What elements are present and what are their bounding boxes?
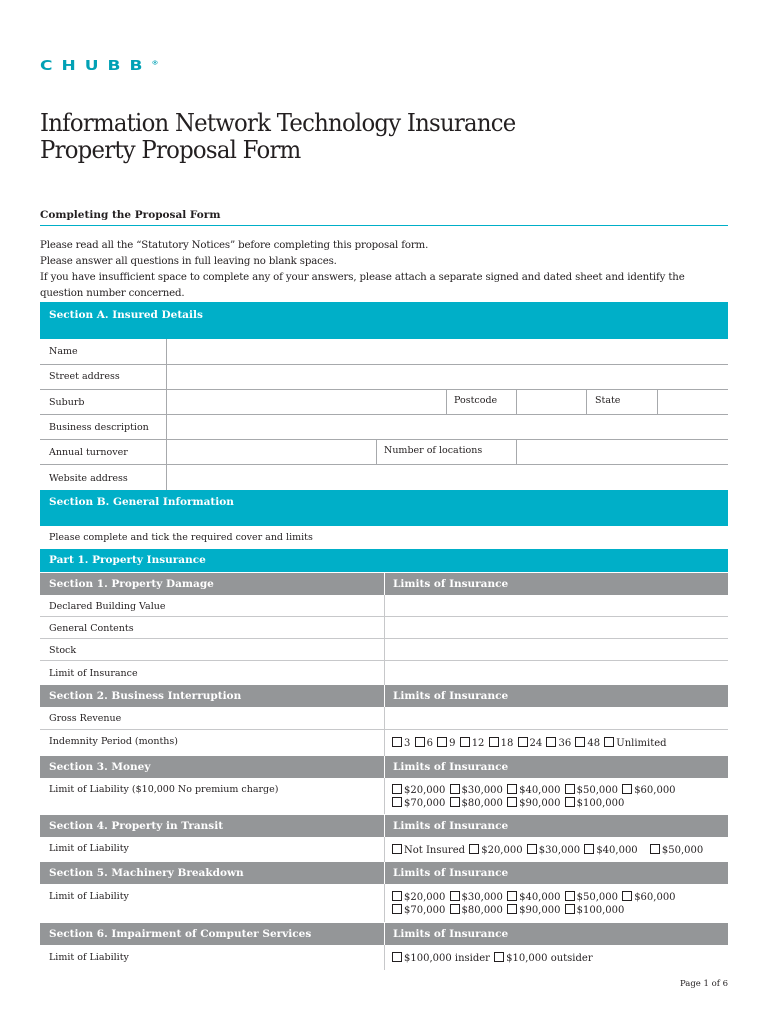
money-options: $20,000 $30,000 $40,000 $50,000 $60,000 $70,000 $80,000 $90,000 $100,000 [392,784,677,810]
chubb-logo: CHUBB® [40,58,159,74]
table-row: Limit of Liability Not Insured $20,000 $30,000 $40,000 $50,000 [40,837,728,862]
title-line-1: Information Network Technology Insurance [40,109,516,137]
intro-line: Please answer all questions in full leaving no blank spaces. [40,256,337,267]
machinery-options: $20,000 $30,000 $40,000 $50,000 $60,000 $70,000 $80,000 $90,000 $100,000 [392,891,677,917]
checkbox[interactable] [392,844,402,854]
intro-line: Please read all the “Statutory Notices” before completing this proposal form. [40,240,429,251]
table-row: Declared Building Value [40,595,728,617]
title-line-2: Property Proposal Form [40,136,301,164]
checkbox[interactable] [622,891,632,901]
suburb-field[interactable] [166,390,447,414]
checkbox[interactable] [450,784,460,794]
business-row [40,415,728,440]
checkbox[interactable] [507,797,517,807]
turnover-row [40,440,728,465]
checkbox[interactable] [565,904,575,914]
locations-field[interactable] [516,440,728,464]
table-row: Stock [40,639,728,661]
checkbox[interactable] [622,784,632,794]
instruction-text: Please complete and tick the required cover and limits [49,532,313,543]
completing-heading: Completing the Proposal Form [40,209,221,221]
indemnity-options: 3 6 9 12 18 24 36 48 Unlimited [392,737,668,750]
page-number: Page 1 of 6 [679,979,728,989]
checkbox[interactable] [527,844,537,854]
gross-revenue-field[interactable] [385,707,728,729]
checkbox[interactable] [415,737,425,747]
checkbox[interactable] [469,844,479,854]
website-label: Website address [49,473,128,484]
turnover-field[interactable] [166,440,377,464]
name-label: Name [49,346,78,357]
table-row: Indemnity Period (months) 3 6 9 12 18 24 36 48 Unlimited [40,730,728,756]
checkbox[interactable] [392,784,402,794]
postcode-label-cell: Postcode [446,390,517,414]
suburb-label: Suburb [49,397,85,408]
instruction-row [40,526,728,549]
street-row [40,365,728,390]
checkbox[interactable] [392,904,402,914]
checkbox[interactable] [460,737,470,747]
table-row: Limit of Liability ($10,000 No premium charge) $20,000 $30,000 $40,000 $50,000 $60,000 $70,000 $80,000 $90,000 $100,000 [40,778,728,814]
checkbox[interactable] [650,844,660,854]
business-field[interactable] [166,415,728,439]
checkbox[interactable] [565,797,575,807]
limit-field[interactable] [385,661,728,685]
section-1-header: Section 1. Property Damage Limits of Insurance [40,573,728,595]
website-row [40,465,728,490]
section-4-header: Section 4. Property in Transit Limits of Insurance [40,815,728,837]
checkbox[interactable] [604,737,614,747]
impairment-options: $100,000 insider $10,000 outsider [392,952,594,965]
transit-options: Not Insured $20,000 $30,000 $40,000 $50,000 [392,844,704,857]
street-field[interactable] [166,365,728,389]
street-label: Street address [49,371,120,382]
divider [40,225,728,226]
checkbox[interactable] [565,891,575,901]
checkbox[interactable] [450,904,460,914]
checkbox[interactable] [489,737,499,747]
checkbox[interactable] [392,952,402,962]
section-3-header: Section 3. Money Limits of Insurance [40,756,728,778]
name-field[interactable] [166,339,728,364]
checkbox[interactable] [494,952,504,962]
table-row: Limit of Liability $100,000 insider $10,000 outsider [40,945,728,970]
website-field[interactable] [166,465,728,490]
intro-line: If you have insufficient space to complete any of your answers, please attach a separate signed and dated sheet and identify the question number concerned. [40,272,685,299]
stock-field[interactable] [385,639,728,660]
form-title [40,110,516,164]
checkbox[interactable] [392,737,402,747]
intro-text [40,238,730,302]
checkbox[interactable] [565,784,575,794]
checkbox[interactable] [507,784,517,794]
business-label: Business description [49,422,149,433]
table-row: General Contents [40,617,728,639]
part-1-header: Part 1. Property Insurance [40,549,728,572]
checkbox[interactable] [392,891,402,901]
checkbox[interactable] [450,797,460,807]
section-a-header: Section A. Insured Details [40,302,728,339]
checkbox[interactable] [392,797,402,807]
state-field[interactable] [657,390,728,414]
checkbox[interactable] [518,737,528,747]
checkbox[interactable] [507,891,517,901]
suburb-row [40,390,728,415]
checkbox[interactable] [546,737,556,747]
section-b-header: Section B. General Information [40,490,728,526]
section-2-header: Section 2. Business Interruption Limits of Insurance [40,685,728,707]
checkbox[interactable] [507,904,517,914]
name-row [40,339,728,365]
checkbox[interactable] [450,891,460,901]
building-value-field[interactable] [385,595,728,616]
postcode-field[interactable] [516,390,587,414]
turnover-label: Annual turnover [49,447,128,458]
checkbox[interactable] [437,737,447,747]
state-label-cell: State [586,390,658,414]
section-6-header: Section 6. Impairment of Computer Services Limits of Insurance [40,923,728,945]
table-row: Limit of Liability $20,000 $30,000 $40,000 $50,000 $60,000 $70,000 $80,000 $90,000 $100,000 [40,884,728,922]
table-row: Gross Revenue [40,707,728,730]
section-5-header: Section 5. Machinery Breakdown Limits of Insurance [40,862,728,884]
checkbox[interactable] [584,844,594,854]
contents-field[interactable] [385,617,728,638]
checkbox[interactable] [575,737,585,747]
locations-label-cell: Number of locations [376,440,517,464]
table-row: Limit of Insurance [40,661,728,685]
